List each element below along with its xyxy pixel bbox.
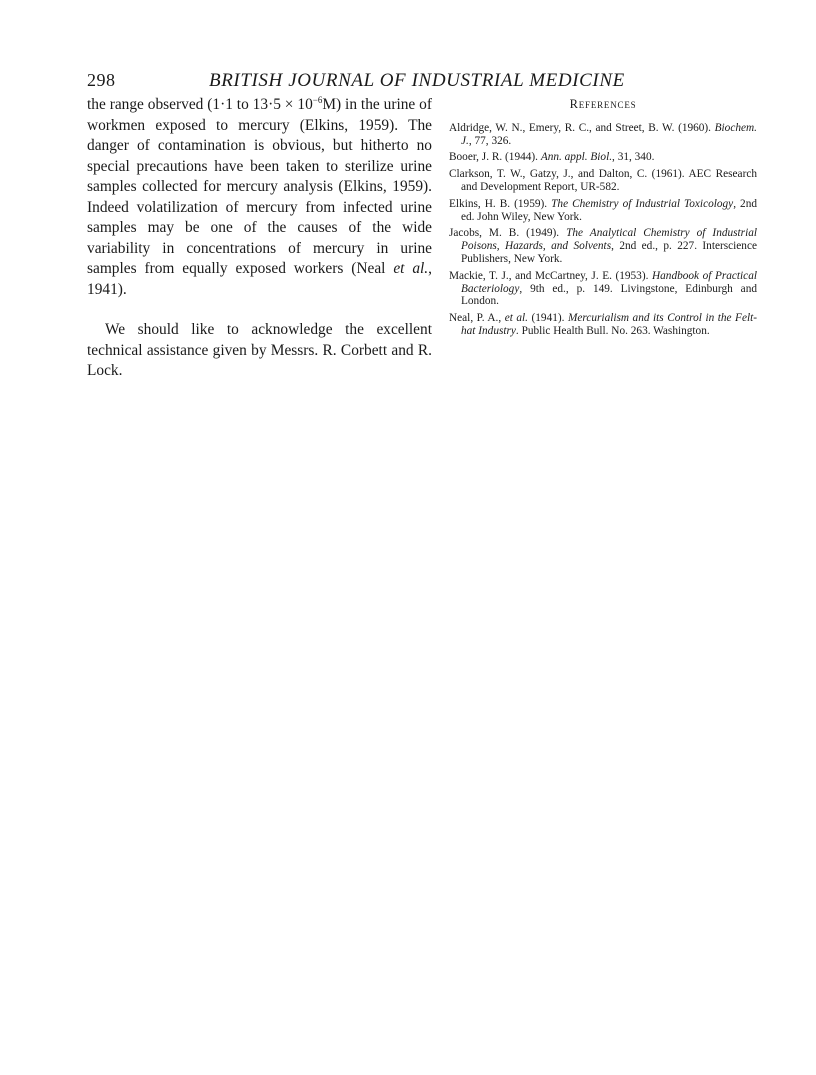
reference-item: Clarkson, T. W., Gatzy, J., and Dalton, C. (1961). AEC Research and Development Report, UR-582. [449,168,757,193]
exponent: −6 [312,94,323,105]
reference-item: Aldridge, W. N., Emery, R. C., and Street, B. W. (1960). Biochem. J., 77, 326. [449,121,757,147]
references-column [449,98,757,342]
acknowledgement-paragraph: We should like to acknowledge the excellent technical assistance given by Messrs. R. Corbett and R. Lock. [87,321,432,379]
reference-item: Jacobs, M. B. (1949). The Analytical Chemistry of Industrial Poisons, Hazards, and Solvents, 2nd ed., p. 227. Interscience Publishers, New York. [449,227,757,265]
page-header [87,70,727,96]
body-text-column [87,95,432,382]
reference-item: Elkins, H. B. (1959). The Chemistry of Industrial Toxicology, 2nd ed. John Wiley, New York. [449,197,757,223]
references-heading: References [569,97,637,111]
reference-item: Mackie, T. J., and McCartney, J. E. (1953). Handbook of Practical Bacteriology, 9th ed., p. 149. Livingstone, Edinburgh and London. [449,269,757,308]
reference-item: Neal, P. A., et al. (1941). Mercurialism and its Control in the Felt-hat Industry. Public Health Bull. No. 263. Washington. [449,312,757,337]
body-paragraph-1: the range observed (1·1 to $13\cdot 5 \times 10^{-6}M$) in the urine of workmen exposed to mercury (Elkins, 1959). The danger of contamination is obvious, but hitherto no special precautions have been taken to sterilize urine samples collected for mercury analysis (Elkins, 1959). Indeed volatilization of mercury from infected urine samples may be one of the causes of the wide variability in concentrations of mercury in urine samples from equally exposed workers (Neal et al., 1941). [87,94,433,298]
journal-title: BRITISH JOURNAL OF INDUSTRIAL MEDICINE [209,70,625,91]
et-al: et al. [393,260,429,277]
reference-item: Booer, J. R. (1944). Ann. appl. Biol., 31, 340. [449,151,655,164]
page-number: 298 [87,70,116,90]
